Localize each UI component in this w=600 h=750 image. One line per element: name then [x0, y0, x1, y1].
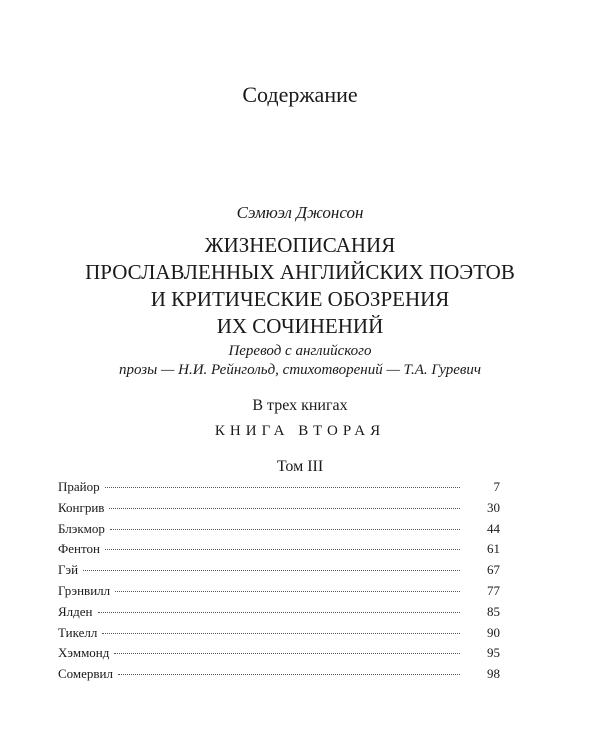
dot-leader: [105, 487, 460, 488]
dot-leader: [98, 612, 461, 613]
toc-entry-page: 30: [487, 499, 500, 515]
toc-entry-page: 7: [493, 479, 500, 494]
dot-leader: [114, 653, 460, 654]
toc-entry[interactable]: [58, 666, 500, 687]
toc-entry-page: 95: [487, 645, 500, 661]
contents-heading: Содержание: [242, 82, 358, 107]
toc-entry-page: 90: [487, 624, 500, 640]
book-title-line: И КРИТИЧЕСКИЕ ОБОЗРЕНИЯ: [150, 287, 450, 311]
toc-entry-name: Гэй: [58, 562, 79, 578]
dot-leader: [109, 508, 460, 509]
toc-entry[interactable]: [58, 500, 500, 521]
volume-label: Том III: [276, 458, 324, 475]
translation-line: прозы — Н.И. Рейнгольд, стихотворений — Т.А. Гуревич: [118, 362, 482, 378]
toc-entry-name: Блэкмор: [58, 520, 105, 536]
book-title: [0, 232, 600, 340]
three-books-note: В трех книгах: [252, 397, 348, 414]
toc-entry-name: Тикелл: [58, 624, 98, 640]
toc-entry-name: Ялден: [58, 603, 93, 619]
toc-entry-page: 77: [487, 582, 500, 598]
dot-leader: [115, 591, 460, 592]
toc-entry-name: Фентон: [58, 541, 100, 557]
book-title-line: ПРОСЛАВЛЕННЫХ АНГЛИЙСКИХ ПОЭТОВ: [85, 260, 515, 284]
toc-entry-page: 61: [487, 541, 500, 557]
toc-entry[interactable]: [58, 625, 500, 646]
toc-entry-page: 67: [487, 562, 500, 578]
toc-entry[interactable]: [58, 521, 500, 542]
toc-entry-page: 98: [487, 666, 500, 682]
author-name: Сэмюэл Джонсон: [236, 203, 364, 222]
toc-entry-name: Хэммонд: [58, 645, 110, 661]
toc-entry-name: Сомервил: [58, 666, 114, 682]
table-of-contents: [58, 479, 500, 687]
dot-leader: [105, 549, 460, 550]
toc-entry-name: Грэнвилл: [58, 582, 111, 598]
toc-entry[interactable]: [58, 604, 500, 625]
translation-line: Перевод с английского: [228, 343, 372, 359]
book-title-line: ИХ СОЧИНЕНИЙ: [216, 314, 384, 338]
book-title-line: ЖИЗНЕОПИСАНИЯ: [204, 233, 396, 257]
translation-credit: [0, 342, 600, 380]
toc-entry-name: Конгрив: [58, 499, 105, 515]
dot-leader: [83, 570, 460, 571]
toc-entry[interactable]: [58, 583, 500, 604]
toc-entry-page: 44: [487, 520, 500, 536]
dot-leader: [118, 674, 460, 675]
toc-entry[interactable]: [58, 645, 500, 666]
book-two-label: КНИГА ВТОРАЯ: [214, 423, 386, 439]
toc-entry-page: 85: [487, 603, 500, 619]
dot-leader: [110, 529, 460, 530]
toc-entry[interactable]: [58, 479, 500, 500]
dot-leader: [102, 633, 460, 634]
toc-entry[interactable]: [58, 562, 500, 583]
toc-entry-name: Прайор: [58, 479, 100, 494]
toc-entry[interactable]: [58, 541, 500, 562]
